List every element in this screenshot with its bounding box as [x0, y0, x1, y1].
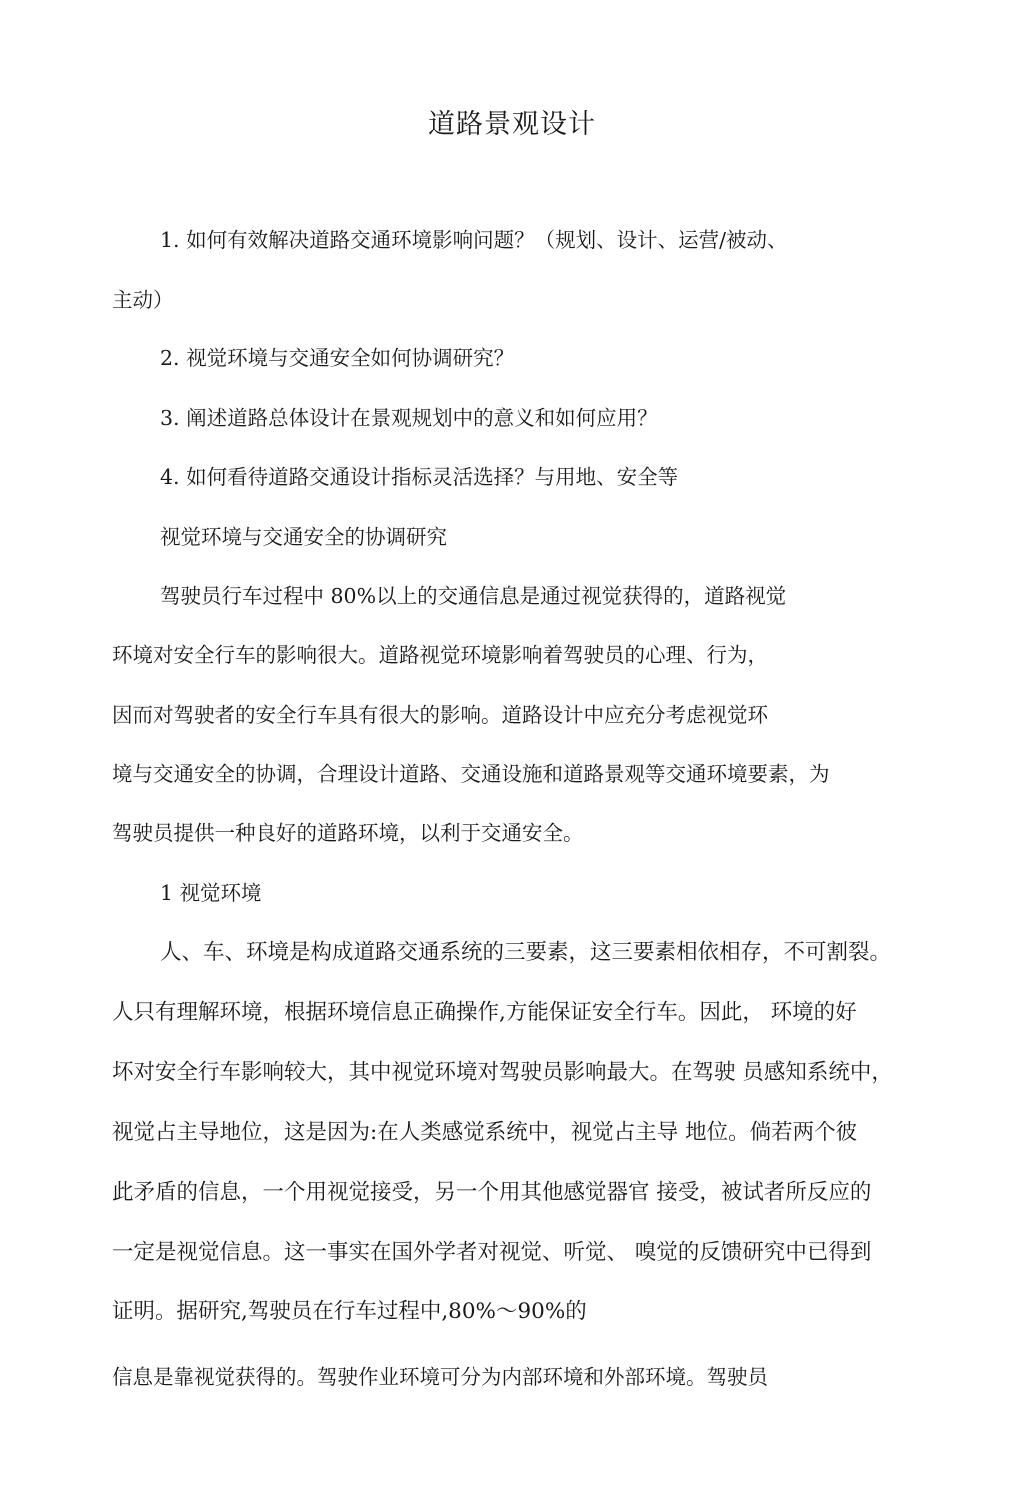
- paragraph-1-line-3: 因而对驾驶者的安全行车具有很大的影响。道路设计中应充分考虑视觉环: [112, 703, 768, 727]
- paragraph-2-line-4: 视觉占主导地位，这是因为:在人类感觉系统中，视觉占主导 地位。倘若两个彼: [112, 1120, 858, 1145]
- document-title: 道路景观设计: [428, 109, 596, 140]
- paragraph-2-line-2: 人只有理解环境，根据环境信息正确操作,方能保证安全行车。因此， 环境的好: [112, 1000, 857, 1025]
- question-2: 2. 视觉环境与交通安全如何协调研究？: [160, 346, 515, 370]
- question-1-line-2: 主动）: [112, 288, 174, 312]
- paragraph-1-line-4: 境与交通安全的协调，合理设计道路、交通设施和道路景观等交通环境要素，为: [112, 762, 830, 786]
- paragraph-2-line-7: 证明。据研究,驾驶员在行车过程中,80%～90%的: [112, 1299, 587, 1324]
- paragraph-3-line-1: 信息是靠视觉获得的。驾驶作业环境可分为内部环境和外部环境。驾驶员: [112, 1365, 768, 1389]
- paragraph-2-line-5: 此矛盾的信息，一个用视觉接受，另一个用其他感觉器官 接受，被试者所反应的: [112, 1180, 872, 1205]
- paragraph-1-line-1: 驾驶员行车过程中 80%以上的交通信息是通过视觉获得的，道路视觉: [160, 584, 787, 608]
- paragraph-2-line-1: 人、车、环境是构成道路交通系统的三要素，这三要素相依相存，不可割裂。: [160, 940, 892, 965]
- paragraph-1-line-5: 驾驶员提供一种良好的道路环境，以利于交通安全。: [112, 821, 584, 845]
- section-heading: 视觉环境与交通安全的协调研究: [160, 525, 447, 549]
- subheading: 1 视觉环境: [160, 881, 262, 905]
- paragraph-1-line-2: 环境对安全行车的影响很大。道路视觉环境影响着驾驶员的心理、行为，: [112, 643, 768, 667]
- question-1-line-1: 1. 如何有效解决道路交通环境影响问题？（规划、设计、运营/被动、: [160, 228, 788, 252]
- question-3: 3. 阐述道路总体设计在景观规划中的意义和如何应用？: [160, 406, 658, 430]
- paragraph-2-line-3: 坏对安全行车影响较大，其中视觉环境对驾驶员影响最大。在驾驶 员感知系统中，: [112, 1060, 893, 1085]
- paragraph-2-line-6: 一定是视觉信息。这一事实在国外学者对视觉、听觉、 嗅觉的反馈研究中已得到: [112, 1240, 872, 1265]
- question-4: 4. 如何看待道路交通设计指标灵活选择？与用地、安全等: [160, 465, 679, 489]
